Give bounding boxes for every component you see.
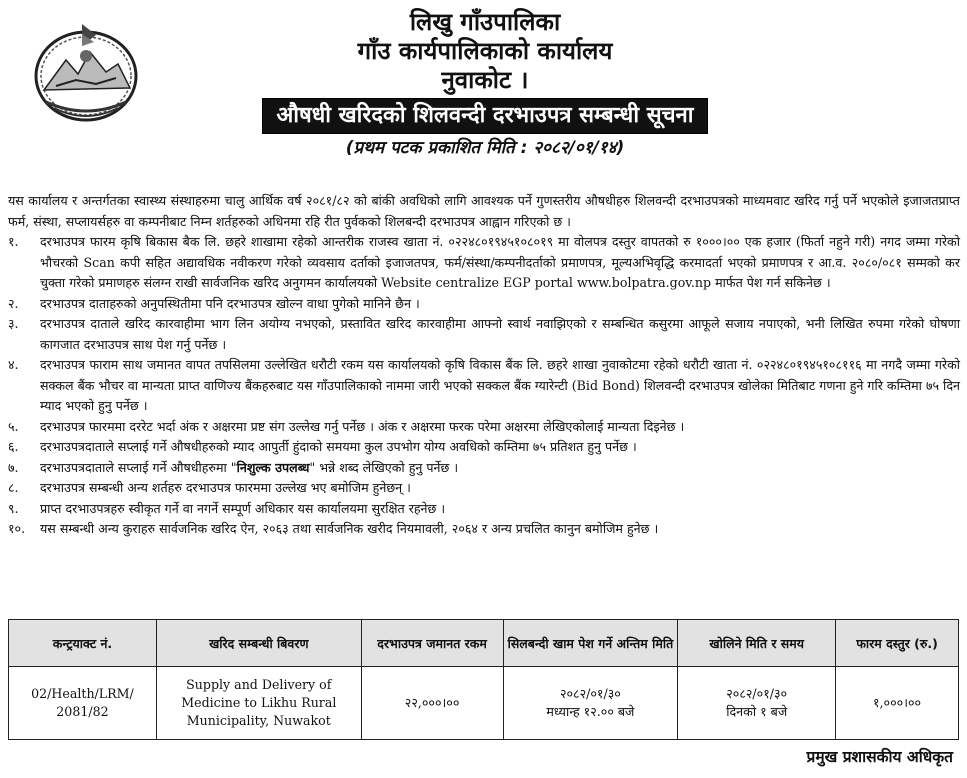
deadline-cell: २०८२/०१/३० मध्यान्ह १२.०० बजे xyxy=(503,667,678,740)
term-item: १०. यस सम्बन्धी अन्य कुराहरु सार्वजनिक खरिद ऐन, २०६३ तथा सार्वजनिक खरीद नियमावली, २०६४ र अन्य प्रचलित कानुन बमोजिम हुनेछ । xyxy=(8,521,659,536)
intro-paragraph: यस कार्यालय र अन्तर्गतका स्वास्थ्य संस्थाहरुमा चालु आर्थिक वर्ष २०८१/८२ को बांकी अवधिको लागि आवश्यक पर्ने गुणस्तरीय औषधीहरु शिलवन्दी दरभाउपत्रको माध्यमवाट खरिद गर्नु पर्ने भएकोले इजाजतप्राप्त फर्म, संस्था, सप्लायर्सहरु वा कम्पनीबाट निम्न शर्तहरुको अधिनमा रहि रीत पुर्वकको शिलबन्दी दरभाउपत्र आह्वान गरिएको छ । xyxy=(8,193,960,229)
term-item: ६. दरभाउपत्रदाताले सप्लाई गर्ने औषधीहरुको म्याद आपुर्ती हुंदाको समयमा कुल उपभोग योग्य अवधिको कम्तिमा ७५ प्रतिशत हुनु पर्नेछ । xyxy=(8,439,637,454)
description-cell: Supply and Delivery of Medicine to Likhu Rural Municipality, Nuwakot xyxy=(156,667,361,740)
bid-details-table xyxy=(8,619,959,740)
government-emblem-icon xyxy=(26,20,146,124)
fee-cell: १,०००।०० xyxy=(836,667,959,740)
header-deadline: सिलबन्दी खाम पेश गर्ने अन्तिम मिति xyxy=(503,620,678,667)
term-item: ५. दरभाउपत्र फारममा दररेट भर्दा अंक र अक्षरमा प्रष्ट संग उल्लेख गर्नु पर्नेछ । अंक र अक्षरमा फरक परेमा अक्षरमा लेखिएकोलाई मान्यता दिइनेछ । xyxy=(8,418,685,434)
district-name: नुवाकोट । xyxy=(441,66,529,94)
contract-no-cell: 02/Health/LRM/ 2081/82 xyxy=(9,667,157,740)
office-name: गाँउ कार्यपालिकाको कार्यालय xyxy=(357,37,613,65)
header-guarantee: दरभाउपत्र जमानत रकम xyxy=(361,620,503,667)
notice-body xyxy=(8,191,960,540)
guarantee-cell: २२,०००।०० xyxy=(361,667,503,740)
header-description: खरिद सम्बन्धी बिवरण xyxy=(156,620,361,667)
term-item: ४. दरभाउपत्र फाराम साथ जमानत वापत तपसिलमा उल्लेखित धरौटी रकम यस कार्यालयको कृषि विकास बैंक लि. छहरे शाखा नुवाकोटमा रहेको धरौटी खाता नं. ०२२४८०१९४५१०८११६ मा नगदै जम्मा गरेको सक्कल बैंक भौचर वा मान्यता प्राप्त वाणिज्य बैंकहरुबाट यस गाँउपालिकाको नाममा जारी भएको सक्कल बैंक ग्यारेन्टी (Bid Bond) शिलवन्दी दरभाउपत्र खोलेका मितिबाट गणना हुने गरि कम्तिमा ७५ दिन म्याद भएको हुनु पर्नेछ । xyxy=(8,357,960,413)
header-opening: खोलिने मिति र समय xyxy=(678,620,836,667)
header-fee: फारम दस्तुर (रु.) xyxy=(836,620,959,667)
term-item: ९. प्राप्त दरभाउपत्रहरु स्वीकृत गर्ने वा नगर्ने सम्पूर्ण अधिकार यस कार्यालयमा सुरक्षित रहनेछ । xyxy=(8,500,446,516)
term-item: १. दरभाउपत्र फारम कृषि बिकास बैक लि. छहरे शाखामा रहेको आन्तरीक राजस्व खाता नं. ०२२४८०१९४५१०८०१९ मा वोलपत्र दस्तुर वापतको रु १०००।०० एक हजार (फिर्ता नहुने गरी) नगद जम्मा गरेको भौचरको Scan कपी सहित अद्यावधिक नवीकरण गरेको व्यवसाय दर्ताको इजाजतपत्र, फर्म/संस्था/कम्पनीदर्ताको प्रमाणपत्र, मूल्यअभिवृद्धि करमादर्ता भएको प्रमाणपत्र र आ.व. २०८०/०८१ सम्मको कर चुक्ता गरेको प्रमाणहरु संलग्न राखी सार्वजनिक खरिद अनुगमन कार्यालयको Website centralize EGP portal www.bolpatra.gov.np मार्फत पेश गर्न सकिनेछ । xyxy=(8,234,960,290)
term-item: ८. दरभाउपत्र सम्बन्धी अन्य शर्तहरु दरभाउपत्र फारममा उल्लेख भए बमोजिम हुनेछन् । xyxy=(8,480,411,495)
terms-list xyxy=(8,232,960,540)
term-item: ७. दरभाउपत्रदाताले सप्लाई गर्ने औषधीहरुमा "निशुल्क उपलब्ध" भन्ने शब्द लेखिएको हुनु पर्नेछ । xyxy=(8,459,459,475)
municipality-name: लिखु गाँउपालिका xyxy=(409,8,561,36)
notice-title: औषधी खरिदको शिलवन्दी दरभाउपत्र सम्बन्धी सूचना xyxy=(262,98,709,134)
term-item: ३. दरभाउपत्र दाताले खरिद कारवाहीमा भाग लिन अयोग्य नभएको, प्रस्तावित खरिद कारवाहीमा आफ्नो स्वार्थ नवाझिएको र सम्बन्धित कसुरमा आफूले सजाय नपाएको, भनी लिखित रुपमा गरेको घोषणा कागजात दरभाउपत्र साथ पेश गर्नु पर्नेछ । xyxy=(8,316,960,352)
term-item: २. दरभाउपत्र दाताहरुको अनुपस्थितीमा पनि दरभाउपत्र खोल्न वाधा पुगेको मानिने छैन । xyxy=(8,295,420,311)
table-row xyxy=(9,667,959,740)
free-label: निशुल्क उपलब्ध xyxy=(236,459,310,475)
publication-date: (प्रथम पटक प्रकाशित मिति : २०८२/०१/१४) xyxy=(345,138,625,158)
opening-cell: २०८२/०१/३० दिनको १ बजे xyxy=(678,667,836,740)
header-contract-no: कन्ट्रयाक्ट नं. xyxy=(9,620,157,667)
signatory-title: प्रमुख प्रशासकीय अधिकृत xyxy=(806,748,953,766)
notice-header xyxy=(150,8,820,159)
